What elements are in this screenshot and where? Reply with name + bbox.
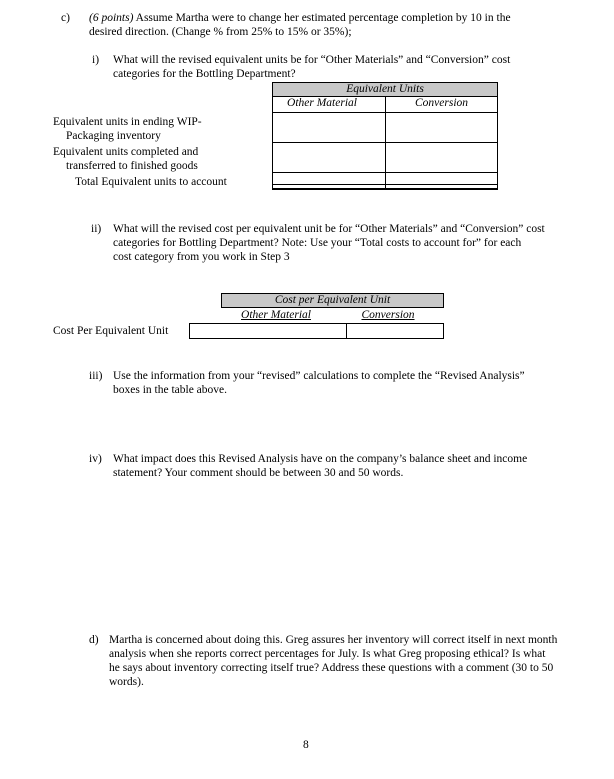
eq-row2-label-line1: Equivalent units completed and xyxy=(53,146,199,158)
part-d-line4: words). xyxy=(109,676,144,688)
part-c-label: c) xyxy=(61,12,70,24)
part-d-line3: he says about inventory correcting itself true? Address these questions with a comment (30 to 50 xyxy=(109,662,554,674)
cpu-table-title: Cost per Equivalent Unit xyxy=(221,293,444,308)
q-ii-line1: What will the revised cost per equivalent unit be for “Other Materials” and “Conversion” cost xyxy=(113,223,545,235)
page-number: 8 xyxy=(303,739,309,751)
part-d-line2: analysis when she reports correct percentages for July. Is what Greg proposing ethical? Is what xyxy=(109,648,546,660)
eq-row1-label-line2: Packaging inventory xyxy=(66,130,161,142)
eq-row1-conversion-input[interactable] xyxy=(385,112,498,143)
q-ii-label: ii) xyxy=(91,223,102,235)
part-d-label: d) xyxy=(89,634,99,646)
q-iii-label: iii) xyxy=(89,370,103,382)
eq-row3-conversion-input[interactable] xyxy=(385,172,498,190)
q-i-label: i) xyxy=(92,54,100,66)
part-c-text xyxy=(89,12,511,26)
eq-row3-other-input[interactable] xyxy=(272,172,386,190)
cpu-conversion-input[interactable] xyxy=(346,323,444,339)
q-i-line1: What will the revised equivalent units be for “Other Materials” and “Conversion” cost xyxy=(113,54,511,66)
part-c-points: (6 points) xyxy=(89,12,134,24)
eq-total-double-rule xyxy=(272,184,498,185)
eq-row3-label: Total Equivalent units to account xyxy=(75,176,227,188)
q-ii-line2: categories for Bottling Department? Note: Use your “Total costs to account for” for each xyxy=(113,237,522,249)
q-iii-line2: boxes in the table above. xyxy=(113,384,228,396)
cpu-row-label: Cost Per Equivalent Unit xyxy=(53,325,169,337)
eq-table-title: Equivalent Units xyxy=(272,82,498,97)
eq-col2-label: Conversion xyxy=(414,97,469,109)
cpu-col2-label: Conversion xyxy=(361,309,415,321)
q-iv-line1: What impact does this Revised Analysis have on the company’s balance sheet and income xyxy=(113,453,528,465)
eq-row2-other-input[interactable] xyxy=(272,142,386,173)
cpu-other-input[interactable] xyxy=(189,323,347,339)
cpu-col1-label: Other Material xyxy=(241,309,311,321)
eq-row2-label-line2: transferred to finished goods xyxy=(66,160,198,172)
eq-row2-conversion-input[interactable] xyxy=(385,142,498,173)
part-c-text-line2: desired direction. (Change % from 25% to 15% or 35%); xyxy=(89,26,352,38)
q-iv-label: iv) xyxy=(89,453,102,465)
part-c-text-line1: Assume Martha were to change her estimated percentage completion by 10 in the xyxy=(133,12,511,24)
q-ii-line3: cost category from you work in Step 3 xyxy=(113,251,290,263)
eq-row1-other-input[interactable] xyxy=(272,112,386,143)
eq-row1-label-line1: Equivalent units in ending WIP- xyxy=(53,116,202,128)
q-i-line2: categories for the Bottling Department? xyxy=(113,68,296,80)
q-iii-line1: Use the information from your “revised” calculations to complete the “Revised Analysis” xyxy=(113,370,525,382)
eq-col1-label: Other Material xyxy=(287,97,357,109)
part-d-line1: Martha is concerned about doing this. Greg assures her inventory will correct itself in next month xyxy=(109,634,558,646)
q-iv-line2: statement? Your comment should be between 30 and 50 words. xyxy=(113,467,404,479)
